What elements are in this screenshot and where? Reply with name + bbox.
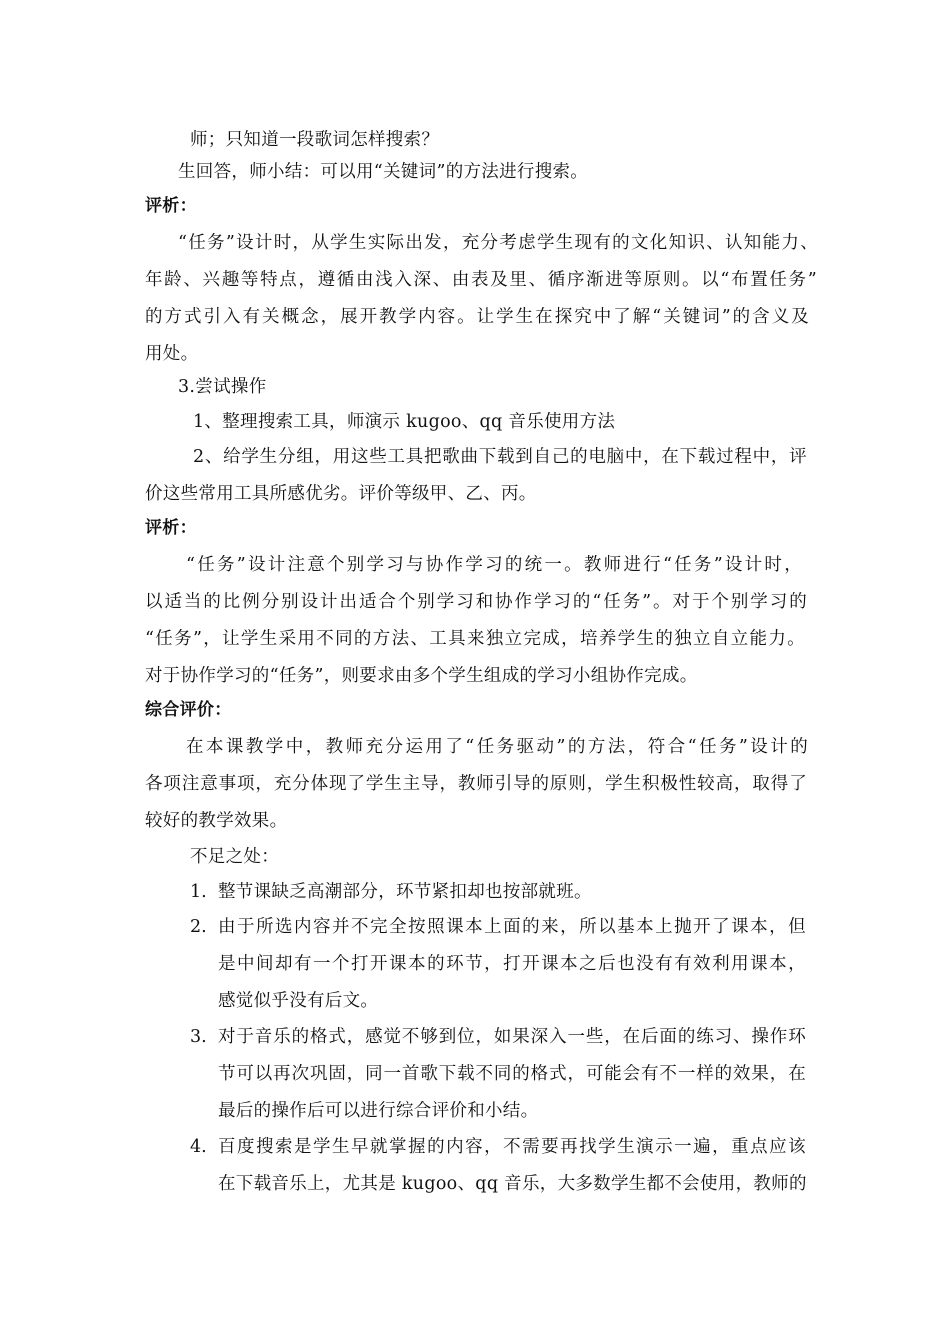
list-item-2-line-3: 感觉似乎没有后文。 <box>218 991 379 1011</box>
shortcomings-title: 不足之处： <box>190 847 279 867</box>
list-item-2-line-2: 是中间却有一个打开课本的环节，打开课本之后也没有有效利用课本， <box>218 954 806 974</box>
section-3-item-1: 1、整理搜索工具，师演示 kugoo、qq 音乐使用方法 <box>193 412 616 432</box>
section-3-item-2-line-2: 价这些常用工具所感优劣。评价等级甲、乙、丙。 <box>145 484 537 504</box>
analysis-2-line-2: 以适当的比例分别设计出适合个别学习和协作学习的“任务”。对于个别学习的 <box>145 592 807 612</box>
list-item-1-line-1: 整节课缺乏高潮部分，环节紧扣却也按部就班。 <box>218 882 592 902</box>
list-item-3-line-1: 对于音乐的格式，感觉不够到位，如果深入一些，在后面的练习、操作环 <box>218 1027 806 1047</box>
analysis-2-line-3: “任务”，让学生采用不同的方法、工具来独立完成，培养学生的独立自立能力。 <box>145 629 805 649</box>
list-item-number: 2. <box>190 917 207 937</box>
analysis-1-line-2: 年龄、兴趣等特点，遵循由浅入深、由表及里、循序渐进等原则。以“布置任务” <box>145 270 817 290</box>
paragraph-teacher-question: 师；只知道一段歌词怎样搜索？ <box>190 130 440 150</box>
section-3-title: 3.尝试操作 <box>178 377 267 397</box>
section-3-item-2-line-1: 2、给学生分组，用这些工具把歌曲下载到自己的电脑中，在下载过程中，评 <box>193 447 807 467</box>
list-item-3-line-2: 节可以再次巩固，同一首歌下载不同的格式，可能会有不一样的效果，在 <box>218 1064 806 1084</box>
heading-overall-evaluation: 综合评价： <box>145 700 232 720</box>
analysis-1-line-1: “任务”设计时，从学生实际出发，充分考虑学生现有的文化知识、认知能力、 <box>178 233 818 253</box>
list-item-number: 3. <box>190 1027 207 1047</box>
overall-line-3: 较好的教学效果。 <box>145 811 288 831</box>
list-item-number: 4. <box>190 1137 207 1157</box>
analysis-1-line-3: 的方式引入有关概念，展开教学内容。让学生在探究中了解“关键词”的含义及 <box>145 307 809 327</box>
analysis-2-line-1: “任务”设计注意个别学习与协作学习的统一。教师进行“任务”设计时， <box>186 555 802 575</box>
analysis-1-line-4: 用处。 <box>145 344 199 364</box>
heading-analysis-2: 评析： <box>145 518 197 538</box>
overall-line-1: 在本课教学中，教师充分运用了“任务驱动”的方法，符合“任务”设计的 <box>186 737 808 757</box>
list-item-4-line-2: 在下载音乐上，尤其是 kugoo、qq 音乐，大多数学生都不会使用，教师的 <box>218 1174 807 1194</box>
overall-line-2: 各项注意事项，充分体现了学生主导，教师引导的原则，学生积极性较高，取得了 <box>145 774 807 794</box>
analysis-2-line-4: 对于协作学习的“任务”，则要求由多个学生组成的学习小组协作完成。 <box>145 666 698 686</box>
list-item-4-line-1: 百度搜索是学生早就掌握的内容，不需要再找学生演示一遍，重点应该 <box>218 1137 806 1157</box>
list-item-3-line-3: 最后的操作后可以进行综合评价和小结。 <box>218 1101 539 1121</box>
heading-analysis-1: 评析： <box>145 196 197 216</box>
list-item-2-line-1: 由于所选内容并不完全按照课本上面的来，所以基本上抛开了课本，但 <box>218 917 806 937</box>
list-item-number: 1. <box>190 882 207 902</box>
paragraph-student-answer: 生回答，师小结：可以用“关键词”的方法进行搜索。 <box>178 162 589 182</box>
